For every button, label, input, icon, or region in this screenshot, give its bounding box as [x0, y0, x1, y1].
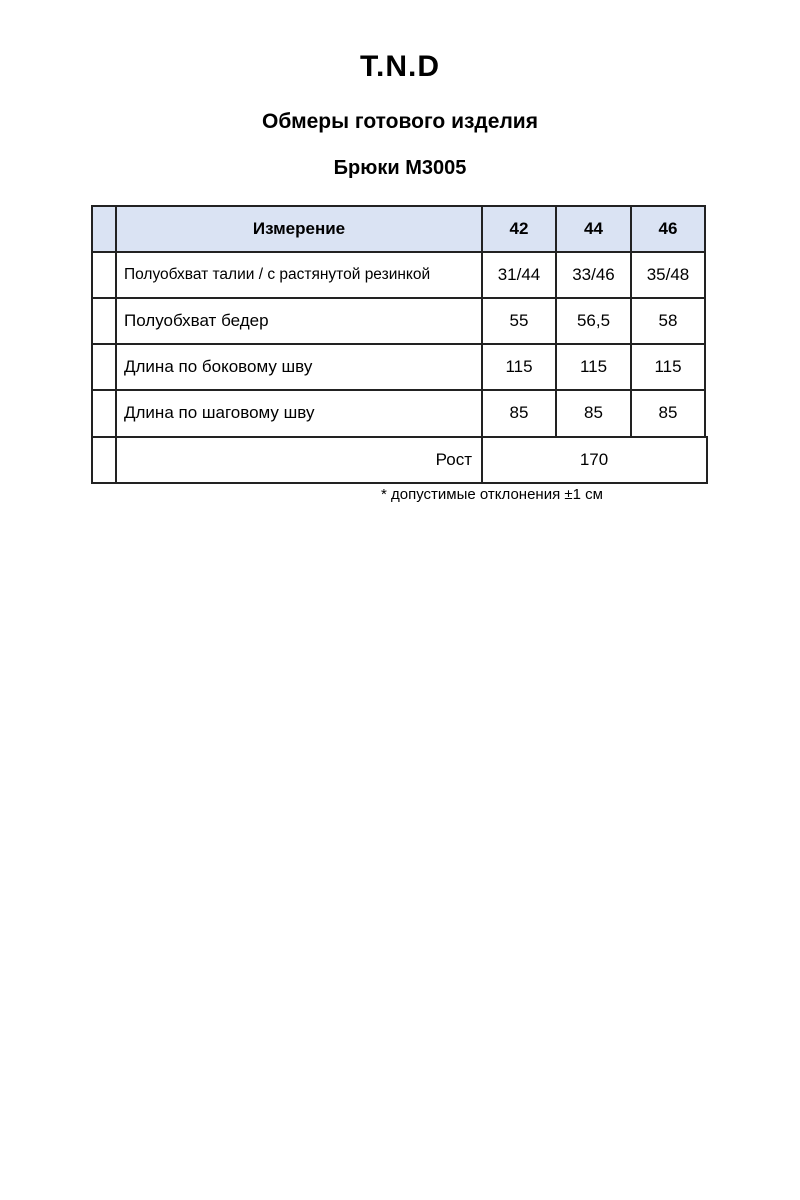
header-size-42: 42	[482, 206, 556, 251]
grid-line	[630, 205, 632, 437]
table-cell: 115	[505, 356, 533, 376]
table-cell: 85	[509, 402, 529, 422]
page-title: Обмеры готового изделия	[262, 110, 538, 133]
grid-line	[91, 297, 706, 299]
grid-line	[91, 482, 707, 484]
table-cell: 85	[658, 402, 678, 422]
grid-line	[91, 205, 93, 484]
header-size-44: 44	[556, 206, 631, 251]
grid-line	[91, 436, 707, 438]
grid-line	[704, 205, 706, 437]
height-value: 170	[579, 450, 609, 469]
grid-line	[481, 205, 483, 484]
grid-line	[115, 205, 117, 484]
table-row-label: Полуобхват талии / с растянутой резинкой	[124, 265, 431, 283]
grid-line	[91, 205, 706, 207]
table-row-label: Длина по шаговому шву	[124, 402, 315, 422]
table-cell: 55	[509, 310, 529, 330]
height-label: Рост	[435, 450, 472, 469]
grid-line	[91, 251, 706, 253]
table-cell: 31/44	[497, 264, 541, 284]
table-cell: 85	[584, 402, 603, 422]
table-row-label: Полуобхват бедер	[124, 310, 269, 330]
table-cell: 35/48	[646, 264, 690, 284]
table-cell: 33/46	[572, 264, 615, 284]
header-size-46: 46	[631, 206, 705, 251]
header-index-cell	[92, 206, 116, 251]
table-cell: 115	[579, 356, 608, 376]
table-row-label: Длина по боковому шву	[124, 356, 313, 376]
grid-line	[706, 436, 708, 484]
header-measurement: Измерение	[116, 206, 482, 251]
grid-line	[91, 389, 706, 391]
grid-line	[555, 205, 557, 437]
table-cell: 115	[654, 356, 682, 376]
table-cell: 56,5	[576, 310, 611, 330]
product-subtitle: Брюки М3005	[333, 157, 467, 179]
table-cell: 58	[658, 310, 678, 330]
grid-line	[91, 343, 706, 345]
brand-title: T.N.D	[360, 50, 440, 83]
footnote: * допустимые отклонения ±1 см	[381, 486, 603, 503]
